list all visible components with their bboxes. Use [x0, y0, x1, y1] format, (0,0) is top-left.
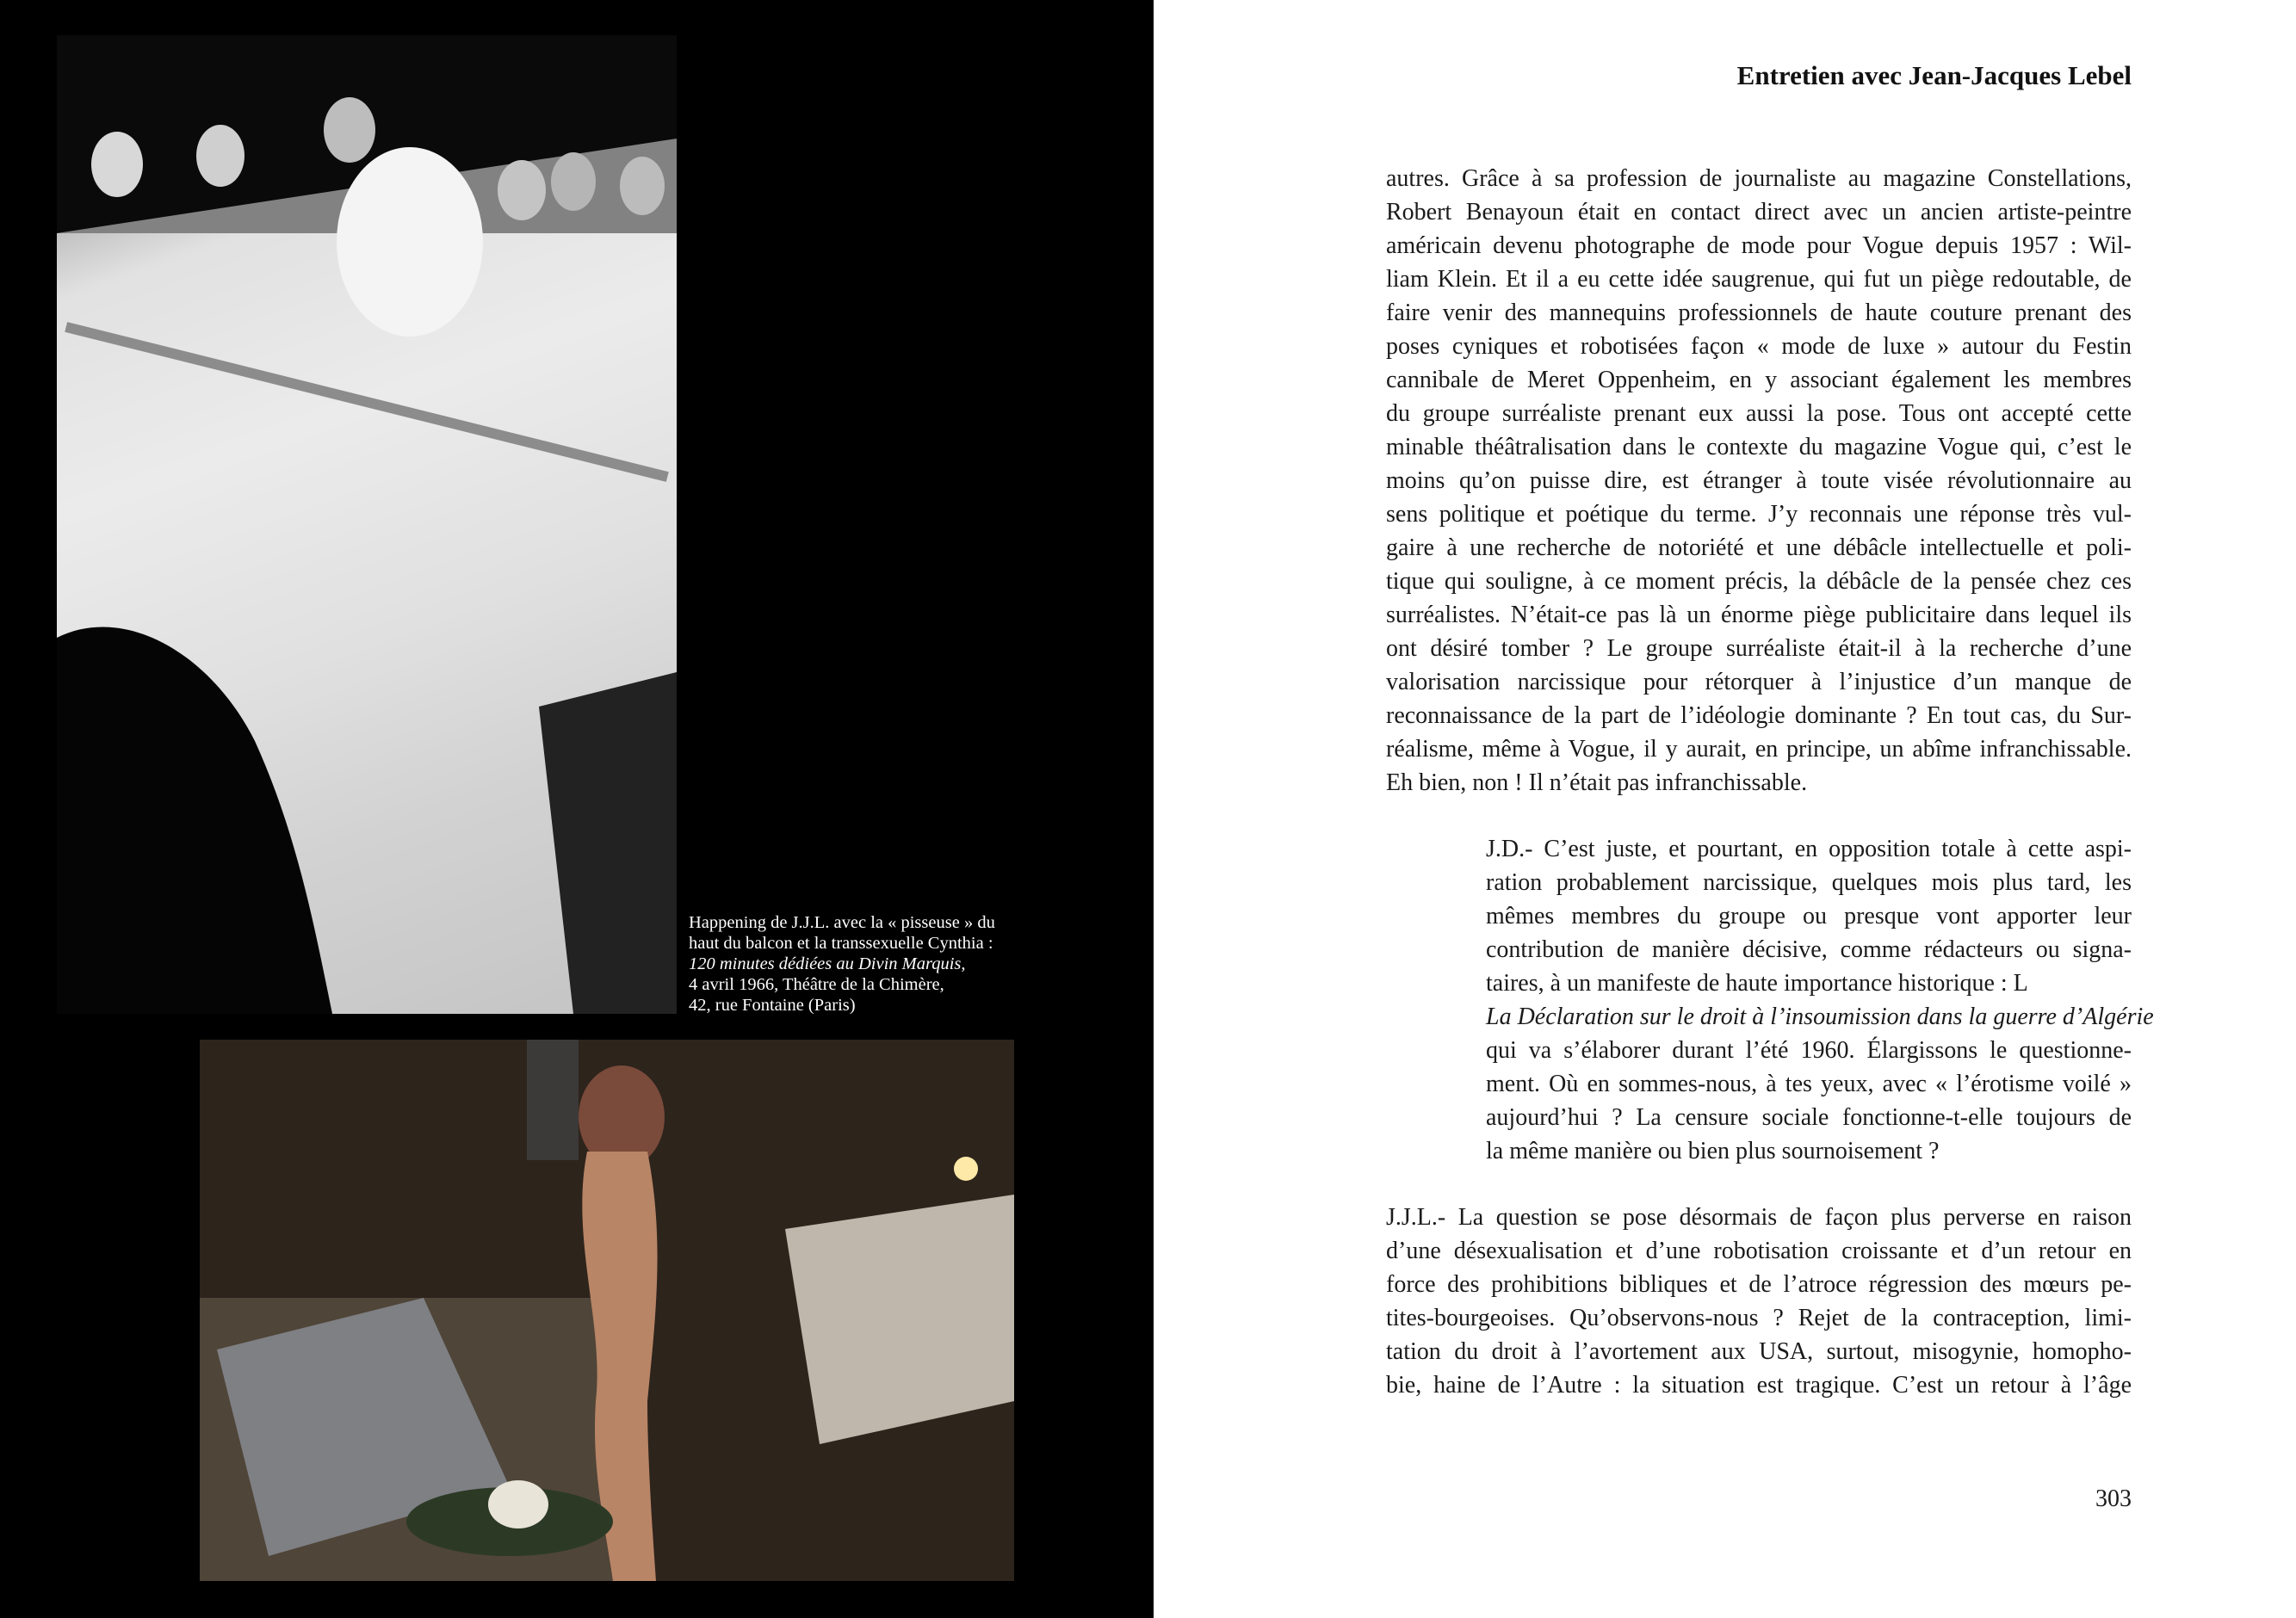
text-line: bie, haine de l’Autre : la situation est tragique. C’est un retour à l’âge	[1386, 1372, 2132, 1399]
text-line: liam Klein. Et il a eu cette idée saugrenue, qui fut un piège redoutable, de	[1386, 266, 2132, 293]
paragraph-1	[1386, 162, 2132, 800]
photo-balcony-happening	[57, 35, 677, 1014]
text-line: qui va s’élaborer durant l’été 1960. Élargissons le questionne-	[1486, 1037, 2132, 1064]
text-line: contribution de manière décisive, comme rédacteurs ou signa-	[1486, 936, 2132, 963]
text-line: Eh bien, non ! Il n’était pas infranchissable.	[1386, 769, 1808, 796]
text-line: d’une désexualisation et d’une robotisation croissante et d’un retour en	[1386, 1238, 2132, 1264]
text-line: Robert Benayoun était en contact direct avec un ancien artiste-peintre	[1386, 199, 2132, 225]
caption-line-3: 120 minutes dédiées au Divin Marquis,	[689, 954, 966, 973]
text-line: américain devenu photographe de mode pour Vogue depuis 1957 : Wil-	[1386, 232, 2132, 259]
text-line: faire venir des mannequins professionnels de haute couture prenant des	[1386, 300, 2132, 326]
text-line: aujourd’hui ? La censure sociale fonctionne-t-elle toujours de	[1486, 1104, 2132, 1131]
photo-color-image	[200, 1040, 1014, 1581]
text-line: minable théâtralisation dans le contexte du magazine Vogue qui, c’est le	[1386, 434, 2132, 460]
text-line: surréalistes. N’était-ce pas là un énorme piège publicitaire dans lequel ils	[1386, 602, 2132, 628]
photo-balcony-image	[57, 35, 677, 1014]
text-line: moins qu’on puisse dire, est étranger à toute visée révolutionnaire au	[1386, 467, 2132, 494]
interviewer-question	[1486, 832, 2154, 1168]
caption-line-1: Happening de J.J.L. avec la « pisseuse » du	[689, 913, 995, 932]
text-line: tation du droit à l’avortement aux USA, surtout, misogynie, homopho-	[1386, 1338, 2132, 1365]
text-line: J.D.- C’est juste, et pourtant, en opposition totale à cette aspi-	[1486, 836, 2132, 862]
text-line: autres. Grâce à sa profession de journaliste au magazine Constellations,	[1386, 165, 2132, 192]
right-page	[1154, 0, 2296, 1618]
text-line: cannibale de Meret Oppenheim, en y associant également les membres	[1386, 367, 2132, 393]
text-line: mêmes membres du groupe ou presque vont apporter leur	[1486, 903, 2132, 929]
caption-line-2: haut du balcon et la transsexuelle Cynthia :	[689, 934, 993, 953]
text-line: ment. Où en sommes-nous, à tes yeux, avec « l’érotisme voilé »	[1486, 1071, 2132, 1097]
text-line: du groupe surréaliste prenant eux aussi la pose. Tous ont accepté cette	[1386, 400, 2132, 427]
text-line: reconnaissance de la part de l’idéologie dominante ? En tout cas, du Sur-	[1386, 702, 2132, 729]
page-number: 303	[2095, 1485, 2132, 1512]
text-line: La Déclaration sur le droit à l’insoumission dans la guerre d’Algérie	[1486, 1004, 2154, 1030]
text-line: ont désiré tomber ? Le groupe surréaliste était-il à la recherche d’une	[1386, 635, 2132, 662]
caption-line-4: 4 avril 1966, Théâtre de la Chimère,	[689, 975, 944, 994]
text-line: J.J.L.- La question se pose désormais de façon plus perverse en raison	[1386, 1204, 2132, 1231]
text-line: sens politique et poétique du terme. J’y reconnais une réponse très vul-	[1386, 501, 2132, 528]
running-head: Entretien avec Jean-Jacques Lebel	[1736, 60, 2132, 90]
text-line: la même manière ou bien plus sournoisement ?	[1486, 1138, 1940, 1164]
text-line: poses cyniques et robotisées façon « mode de luxe » autour du Festin	[1386, 333, 2132, 360]
text-line: valorisation narcissique pour rétorquer à l’injustice d’un manque de	[1386, 669, 2132, 695]
text-line: réalisme, même à Vogue, il y aurait, en principe, un abîme infranchissable.	[1386, 736, 2132, 763]
text-line: taires, à un manifeste de haute importance historique : L	[1486, 970, 2028, 997]
text-line: ration probablement narcissique, quelques mois plus tard, les	[1486, 869, 2132, 896]
text-line: tique qui souligne, à ce moment précis, la débâcle de la pensée chez ces	[1386, 568, 2132, 595]
text-line: tites-bourgeoises. Qu’observons-nous ? Rejet de la contraception, limi-	[1386, 1305, 2132, 1331]
caption-line-5: 42, rue Fontaine (Paris)	[689, 996, 856, 1015]
photo-color-happening	[200, 1040, 1014, 1581]
photo-caption	[689, 912, 1068, 1016]
text-line: force des prohibitions bibliques et de l’atroce régression des mœurs pe-	[1386, 1271, 2132, 1298]
paragraph-answer	[1386, 1201, 2132, 1402]
text-line: gaire à une recherche de notoriété et une débâcle intellectuelle et poli-	[1386, 534, 2132, 561]
